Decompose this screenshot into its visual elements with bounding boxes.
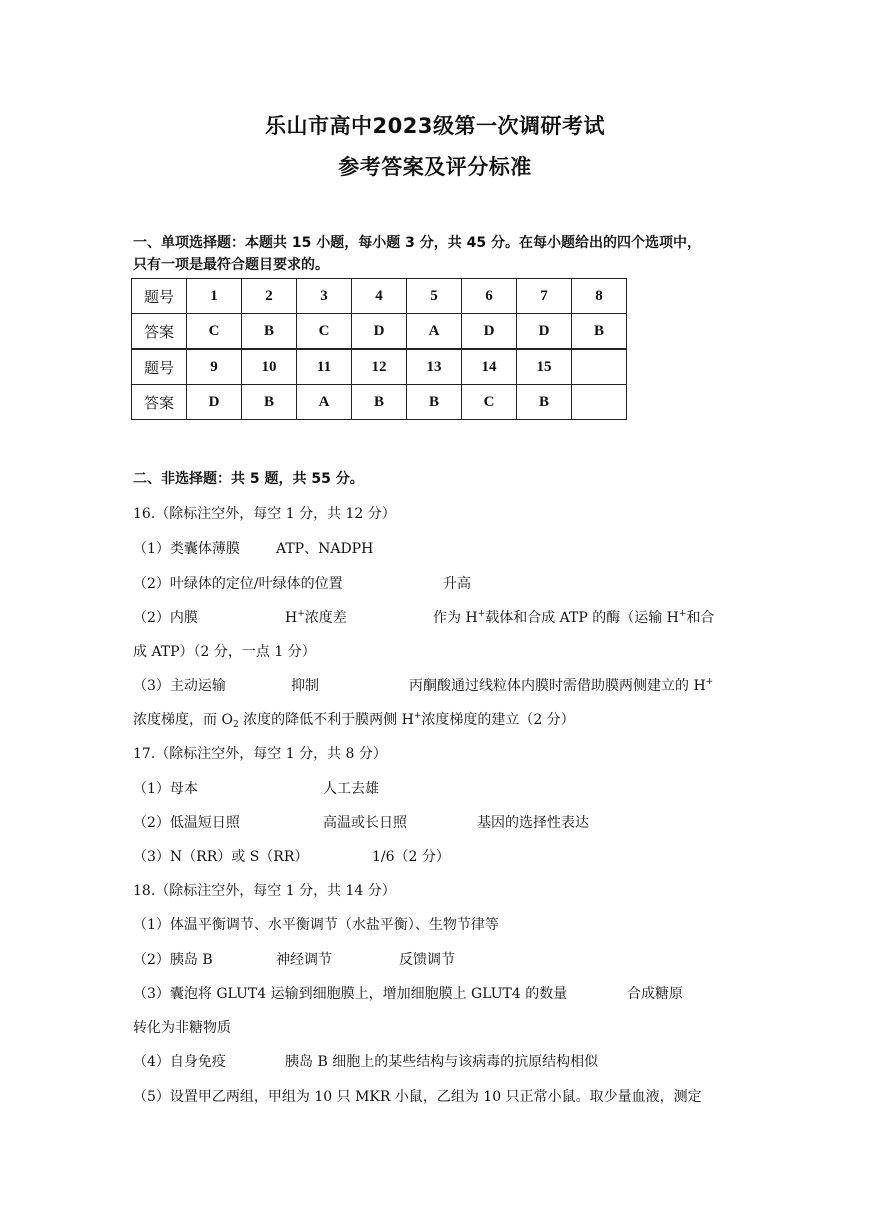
question-number: 9 xyxy=(187,349,242,385)
answer-cell: B xyxy=(352,385,407,420)
q18-answer-line xyxy=(133,1052,733,1072)
q17-2-blank-c: 基因的选择性表达 xyxy=(477,815,589,831)
answer-cell: D xyxy=(352,314,407,350)
q18-answer-line xyxy=(133,950,733,970)
q18-4-blank-a: （4）自身免疫 xyxy=(133,1054,226,1070)
answer-cell: A xyxy=(407,314,462,350)
answer-table xyxy=(131,278,627,420)
question-number: 15 xyxy=(517,349,572,385)
answer-cell: C xyxy=(462,385,517,420)
q18-answer-line xyxy=(133,984,743,1004)
q16-2-blank-a: （2）叶绿体的定位/叶绿体的位置 xyxy=(133,576,343,592)
text: 浓度梯度，而 O xyxy=(133,712,233,728)
text: 丙酮酸通过线粒体内膜时需借助膜两侧建立的 H xyxy=(409,678,706,694)
q16-4-blank-a: （3）主动运输 xyxy=(133,678,226,694)
page-subtitle: 参考答案及评分标准 xyxy=(338,155,532,179)
q18-2-blank-c: 反馈调节 xyxy=(399,952,455,968)
superscript: + xyxy=(413,711,422,721)
subscript: 2 xyxy=(232,720,239,730)
text: 载体和合成 ATP 的酶（运输 H xyxy=(485,610,679,626)
question-number: 13 xyxy=(407,349,462,385)
q16-header: 16.（除标注空外，每空 1 分，共 12 分） xyxy=(133,506,396,522)
q17-1-blank-a: （1）母本 xyxy=(133,781,198,797)
q16-answer-line xyxy=(133,676,743,696)
table-row xyxy=(132,279,627,314)
question-number: 11 xyxy=(297,349,352,385)
answer-cell: B xyxy=(572,314,627,350)
answer-cell: B xyxy=(407,385,462,420)
superscript: + xyxy=(297,609,305,619)
row-label-answer: 答案 xyxy=(132,314,187,350)
q16-continuation xyxy=(133,710,575,730)
q17-3-blank-a: （3）N（RR）或 S（RR） xyxy=(133,849,309,865)
q16-4-blank-b: 抑制 xyxy=(291,678,319,694)
q16-3-blank-c xyxy=(433,608,714,628)
q16-1-blank-b: ATP、NADPH xyxy=(276,541,374,557)
text: 作为 H xyxy=(433,610,478,626)
q18-1-answer: （1）体温平衡调节、水平衡调节（水盐平衡）、生物节律等 xyxy=(133,917,499,933)
row-label-answer: 答案 xyxy=(132,385,187,420)
page-title: 乐山市高中2023级第一次调研考试 xyxy=(265,114,605,138)
answer-cell: B xyxy=(242,385,297,420)
q16-1-blank-a: （1）类囊体薄膜 xyxy=(133,541,240,557)
question-number: 4 xyxy=(352,279,407,314)
section1-heading-line1: 一、单项选择题：本题共 15 小题，每小题 3 分，共 45 分。在每小题给出的四个选项中， xyxy=(133,235,701,251)
q18-4-blank-b: 胰岛 B 细胞上的某些结构与该病毒的抗原结构相似 xyxy=(285,1054,599,1070)
text: 和合 xyxy=(686,610,715,626)
question-number xyxy=(572,349,627,385)
text: 浓度的降低不利于膜两侧 H xyxy=(238,712,414,728)
q18-5-answer: （5）设置甲乙两组，甲组为 10 只 MKR 小鼠，乙组为 10 只正常小鼠。取少量血液，测定 xyxy=(133,1089,702,1105)
answer-cell: C xyxy=(297,314,352,350)
superscript: + xyxy=(705,677,714,687)
q17-2-blank-a: （2）低温短日照 xyxy=(133,815,240,831)
q18-3-blank-a: （3）囊泡将 GLUT4 运输到细胞膜上，增加细胞膜上 GLUT4 的数量 xyxy=(133,986,568,1002)
question-number: 2 xyxy=(242,279,297,314)
q17-3-blank-b: 1/6（2 分） xyxy=(372,849,450,865)
q17-answer-line xyxy=(133,779,733,799)
q18-2-blank-b: 神经调节 xyxy=(276,952,332,968)
section1-heading xyxy=(133,232,743,276)
question-number: 14 xyxy=(462,349,517,385)
question-number: 7 xyxy=(517,279,572,314)
q16-3-blank-b xyxy=(285,608,347,628)
q17-header: 17.（除标注空外，每空 1 分，共 8 分） xyxy=(133,746,387,762)
question-number: 3 xyxy=(297,279,352,314)
superscript: + xyxy=(477,609,486,619)
q16-answer-line xyxy=(133,608,733,628)
answer-cell: B xyxy=(517,385,572,420)
q18-continuation: 转化为非糖物质 xyxy=(133,1020,231,1036)
q17-2-blank-b: 高温或长日照 xyxy=(323,815,407,831)
section1-heading-line2: 只有一项是最符合题目要求的。 xyxy=(133,257,329,273)
answer-cell: B xyxy=(242,314,297,350)
table-row xyxy=(132,385,627,420)
q16-continuation: 成 ATP）（2 分，一点 1 分） xyxy=(133,644,316,660)
q17-answer-line xyxy=(133,813,733,833)
table-row xyxy=(132,314,627,350)
text: 浓度差 xyxy=(304,610,347,626)
q16-answer-line xyxy=(133,539,733,559)
table-row xyxy=(132,349,627,385)
q18-header: 18.（除标注空外，每空 1 分，共 14 分） xyxy=(133,883,396,899)
q16-2-blank-b: 升高 xyxy=(443,576,471,592)
section2-heading: 二、非选择题：共 5 题，共 55 分。 xyxy=(133,471,364,487)
q16-answer-line xyxy=(133,574,733,594)
q17-answer-line xyxy=(133,847,733,867)
question-number: 8 xyxy=(572,279,627,314)
answer-cell: D xyxy=(462,314,517,350)
q18-3-blank-b: 合成糖原 xyxy=(627,986,683,1002)
answer-cell: D xyxy=(517,314,572,350)
row-label-question: 题号 xyxy=(132,349,187,385)
question-number: 1 xyxy=(187,279,242,314)
text: H xyxy=(285,610,298,626)
text: 浓度梯度的建立（2 分） xyxy=(421,712,575,728)
answer-cell: D xyxy=(187,385,242,420)
q16-3-blank-a: （2）内膜 xyxy=(133,610,198,626)
question-number: 5 xyxy=(407,279,462,314)
question-number: 6 xyxy=(462,279,517,314)
question-number: 10 xyxy=(242,349,297,385)
question-number: 12 xyxy=(352,349,407,385)
q16-4-blank-c xyxy=(409,676,713,696)
answer-cell: A xyxy=(297,385,352,420)
answer-cell xyxy=(572,385,627,420)
superscript: + xyxy=(678,609,687,619)
row-label-question: 题号 xyxy=(132,279,187,314)
q18-2-blank-a: （2）胰岛 B xyxy=(133,952,213,968)
q17-1-blank-b: 人工去雄 xyxy=(323,781,379,797)
answer-cell: C xyxy=(187,314,242,350)
